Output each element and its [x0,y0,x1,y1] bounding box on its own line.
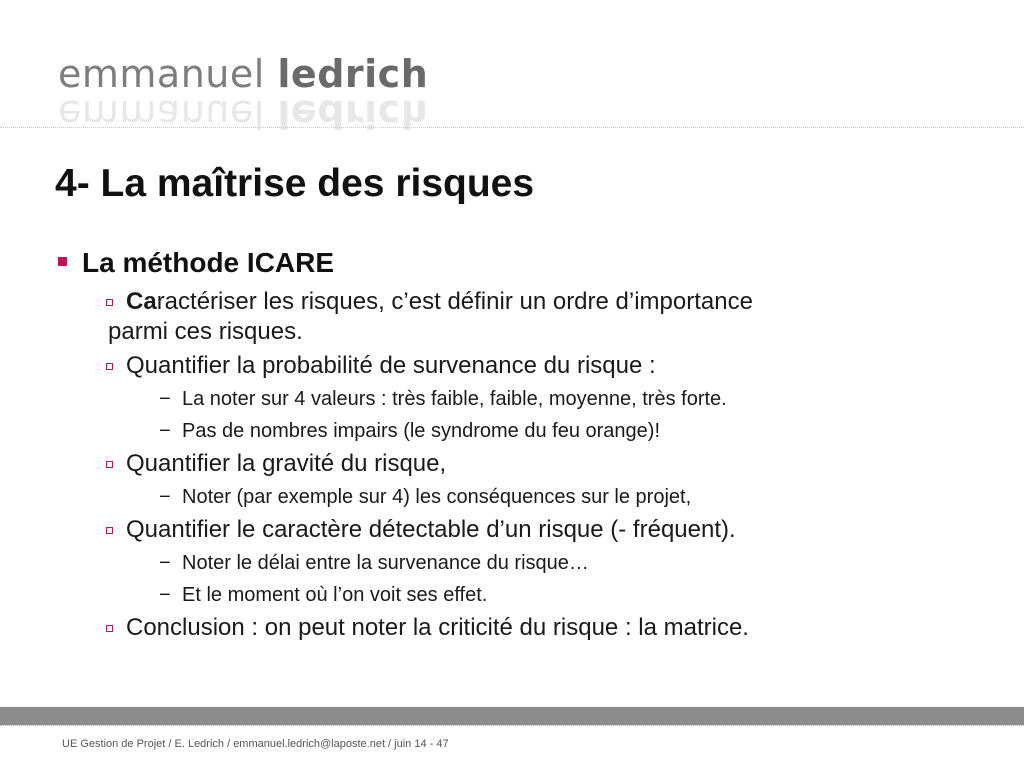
dash-bullet-icon: − [159,388,171,410]
list-item [56,351,956,381]
list-item [56,449,956,479]
list-item-text: Quantifier le caractère détectable d’un risque (- fréquent). [126,516,736,543]
slide-content [56,243,956,643]
logo-first-name: emmanuel [58,52,265,96]
hollow-square-bullet-icon [106,625,113,632]
sub-list-item [56,549,956,577]
list-item-text: Quantifier la probabilité de survenance du risque : [126,352,656,379]
dash-bullet-icon: − [159,420,171,442]
footer-text: UE Gestion de Projet / E. Ledrich / emmanuel.ledrich@laposte.net / juin 14 - 47 [62,738,449,750]
list-item [56,287,956,347]
sub-list-item [56,385,956,413]
logo-last-name: ledrich [277,52,429,96]
sub-list-item-text: Pas de nombres impairs (le syndrome du feu orange)! [182,420,661,442]
dash-bullet-icon: − [159,486,171,508]
sub-list-item [56,581,956,609]
sub-list-item-text: Noter le délai entre la survenance du risque… [182,552,589,574]
list-item [56,515,956,545]
sub-list-item [56,417,956,445]
sub-list-item-text: Noter (par exemple sur 4) les conséquences sur le projet, [182,486,692,508]
dash-bullet-icon: − [159,584,171,606]
footer-band [0,707,1024,725]
logo-reflection-last: ledrich [277,92,429,136]
list-item-text: ractériser les risques, c’est définir un ordre d’importance [156,288,753,315]
list-item-text: Conclusion : on peut noter la criticité du risque : la matrice. [126,614,749,641]
list-item-bold-prefix: Ca [126,288,157,315]
section-heading-text: La méthode ICARE [82,247,335,278]
sub-list-item-text: La noter sur 4 valeurs : très faible, faible, moyenne, très forte. [182,388,727,410]
list-item [56,613,956,643]
slide-title: 4- La maîtrise des risques [55,162,535,205]
header-divider [0,127,1024,128]
footer-divider [0,725,1024,726]
hollow-square-bullet-icon [106,461,113,468]
hollow-square-bullet-icon [106,363,113,370]
hollow-square-bullet-icon [106,299,113,306]
hollow-square-bullet-icon [106,527,113,534]
square-bullet-icon [58,257,67,266]
logo-reflection-first: emmanuel [58,92,265,136]
sub-list-item-text: Et le moment où l’on voit ses effet. [182,584,488,606]
sub-list-item [56,483,956,511]
list-item-text: Quantifier la gravité du risque, [126,450,447,477]
dash-bullet-icon: − [159,552,171,574]
author-logo [58,52,428,112]
section-heading [56,243,956,283]
list-item-text-continued: parmi ces risques. [108,318,303,345]
